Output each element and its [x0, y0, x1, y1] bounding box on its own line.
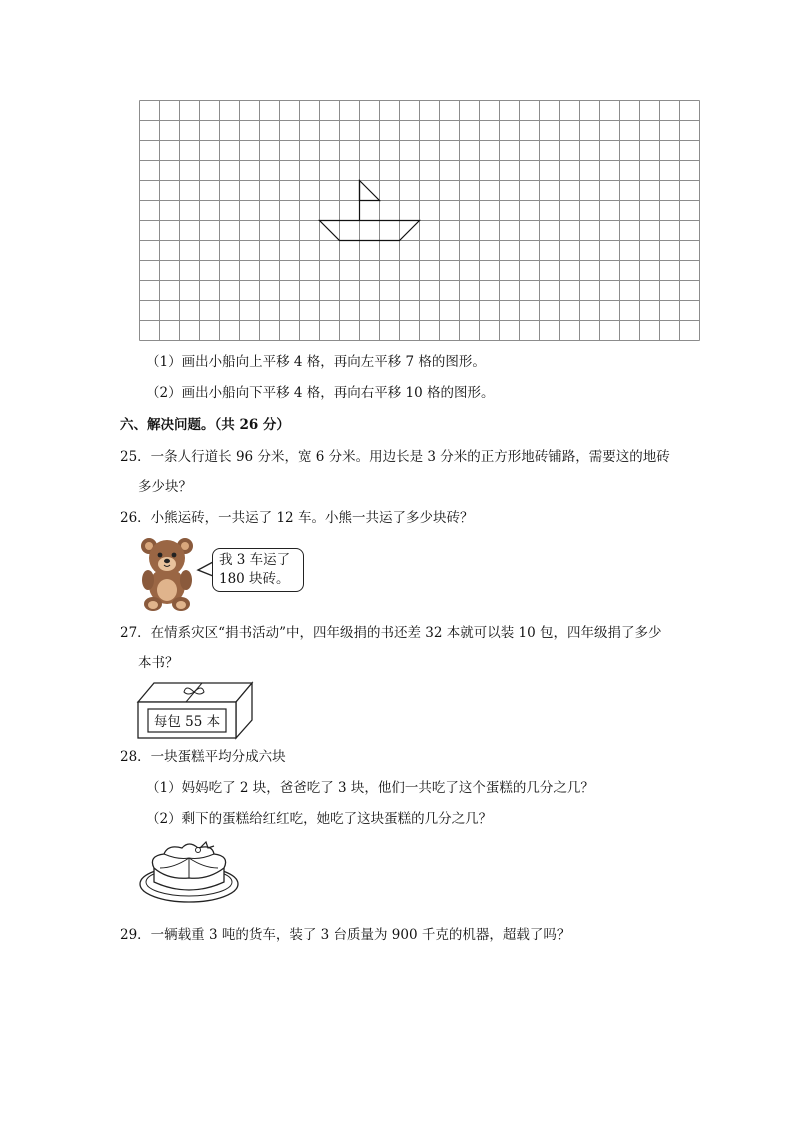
grid-paper [139, 100, 700, 341]
q25-line2: 多少块？ [138, 479, 192, 495]
q24-sub2: （2）画出小船向下平移 4 格，再向右平移 10 格的图形。 [146, 385, 495, 401]
book-package-box [136, 680, 256, 740]
bear-illustration [138, 536, 196, 612]
q29-text: 29．一辆载重 3 吨的货车，装了 3 台质量为 900 千克的机器，超载了吗？ [120, 927, 571, 943]
box-label: 每包 55 本 [153, 714, 221, 730]
section-heading: 六、解决问题。（共 26 分） [120, 417, 290, 433]
q28-sub2: （2）剩下的蛋糕给红红吃，她吃了这块蛋糕的几分之几？ [146, 811, 493, 827]
boat-flag [360, 181, 380, 201]
cake-illustration [138, 838, 240, 906]
q25-line1: 25．一条人行道长 96 分米，宽 6 分米。用边长是 3 分米的正方形地砖铺路，需要这的地砖 [120, 449, 670, 465]
q27-line2: 本书？ [138, 655, 179, 671]
bubble-line-2: 180 块砖。 [219, 571, 290, 587]
q26-text: 26．小熊运砖，一共运了 12 车。小熊一共运了多少块砖？ [120, 510, 474, 526]
q28-text: 28．一块蛋糕平均分成六块 [120, 749, 286, 765]
speech-bubble [212, 548, 304, 592]
q28-sub1: （1）妈妈吃了 2 块，爸爸吃了 3 块，他们一共吃了这个蛋糕的几分之几？ [146, 780, 594, 796]
boat-hull [320, 221, 420, 241]
bubble-line-1: 我 3 车运了 [219, 552, 291, 568]
q27-line1: 27．在情系灾区“捐书活动”中，四年级捐的书还差 32 本就可以装 10 包，四年级捐了多少 [120, 625, 662, 641]
q24-sub1: （1）画出小船向上平移 4 格，再向左平移 7 格的图形。 [146, 354, 486, 370]
